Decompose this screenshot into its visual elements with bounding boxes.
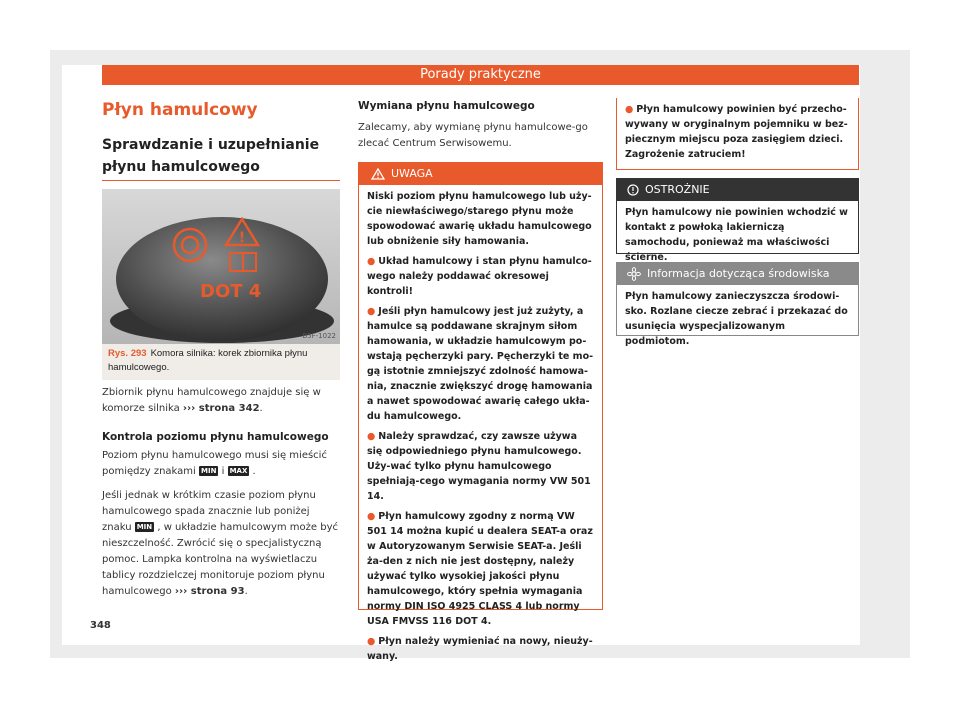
brake-fluid-cap-illustration: [102, 189, 340, 344]
section-header: Porady praktyczne: [102, 65, 859, 85]
warning-bullet: ● Płyn należy wymieniać na nowy, nieuży-wany.: [367, 636, 593, 662]
warning-triangle-icon: [371, 168, 385, 180]
caution-box: [616, 178, 859, 263]
caption-text: Komora silnika: korek zbiornika płynu hamulcowego.: [108, 348, 308, 373]
caption-figure-number: Rys. 293: [108, 348, 147, 359]
svg-text:!: !: [238, 230, 246, 246]
environment-title: Informacja dotycząca środowiska: [647, 267, 830, 280]
section-subtitle: Sprawdzanie i uzupełnianie płynu hamulcowego: [102, 137, 320, 175]
environment-flower-icon: [627, 267, 641, 281]
warning-intro: Niski poziom płynu hamulcowego lub uży-cie niewłaściwego/starego płynu może spowodować awarię układu hamulcowego lub obniżenie siły hamowania.: [367, 191, 592, 247]
page-title: Płyn hamulcowy: [102, 100, 258, 120]
figure-caption: [102, 344, 340, 380]
warning-title: UWAGA: [391, 167, 433, 180]
warning-header: [359, 163, 602, 185]
environment-header: [617, 263, 858, 285]
caution-header: [617, 179, 858, 201]
page-number: 348: [90, 620, 111, 631]
warning-box: [358, 162, 603, 662]
reservoir-location-text: Zbiornik płynu hamulcowego znajduje się w komorze silnika ››› strona 342.: [102, 387, 321, 414]
brake-fluid-cap-figure: [102, 189, 340, 344]
warning-body: [359, 185, 602, 673]
level-drop-text: Jeśli jednak w krótkim czasie poziom płynu hamulcowego spada znacznie lub poniżej znaku MIN , w układzie hamulcowym może być nieszczelność. Zwrócić się o specjalistyczną pomoc. Lampka kontrolna na wyświetlaczu tablicy rozdzielczej monitoruje poziom płynu hamulcowego ››› strona 93.: [102, 490, 339, 597]
title-rule: [102, 180, 340, 181]
figure-id: B5F-1022: [302, 332, 336, 340]
warning-continuation-box: ● Płyn hamulcowy powinien być przecho-wywany w oryginalnym pojemniku w bez-piecznym miejscu poza zasięgiem dzieci. Zagrożenie zatruciem!: [616, 98, 859, 170]
page-link-93[interactable]: ››› strona 93: [174, 586, 245, 597]
warning-bullet: ● Płyn hamulcowy zgodny z normą VW 501 14 można kupić u dealera SEAT-a oraz w Autoryzowanym Serwisie SEAT-a. Jeśli ża-den z nich nie jest dostępny, należy używać tylko wysokiej jakości płynu hamulcowego, który spełnia wymagania normy DIN ISO 4925 CLASS 4 lub normy USA FMVSS 116 DOT 4.: [367, 511, 593, 627]
warning-bullet: ● Należy sprawdzać, czy zawsze używa się odpowiedniego płynu hamulcowego. Uży-wać tylko płynu hamulcowego spełniają-cego wymagania normy VW 501 14.: [367, 431, 591, 502]
caution-text: Płyn hamulcowy nie powinien wchodzić w kontakt z powłoką lakierniczą samochodu, ponieważ ma właściwości ścierne.: [625, 207, 848, 263]
level-range-text: Poziom płynu hamulcowego musi się mieścić pomiędzy znakami MIN i MAX .: [102, 450, 327, 477]
environment-box: [616, 262, 859, 347]
warning-bullet: ● Jeśli płyn hamulcowy jest już zużyty, a hamulce są poddawane skrajnym siłom hamowania, w układzie hamulcowym po-wstają pęcherzyki pary. Pęcherzyki te mo-gą istotnie zmniejszyć zdolność hamowa-nia, znacznie zwiększyć drogę hamowania a nawet spowodować awarię całego ukła-du hamulcowego.: [367, 306, 594, 422]
min-mark-badge: MIN: [201, 467, 217, 475]
replacement-text: Zalecamy, aby wymianę płynu hamulcowe-go zlecać Centrum Serwisowemu.: [358, 122, 588, 149]
info-circle-icon: [627, 184, 639, 196]
max-mark-badge: MAX: [229, 467, 248, 475]
min-mark-badge: MIN: [136, 523, 153, 531]
level-check-heading: Kontrola poziomu płynu hamulcowego: [102, 431, 329, 443]
page-link-342[interactable]: ››› strona 342: [182, 403, 260, 414]
warning-bullet-storage: Płyn hamulcowy powinien być przecho-wywany w oryginalnym pojemniku w bez-piecznym miejscu poza zasięgiem dzieci. Zagrożenie zatruciem!: [625, 104, 848, 160]
environment-text: Płyn hamulcowy zanieczyszcza środowi-sko. Rozlane ciecze zebrać i przekazać do usunięcia wyspecjalizowanym podmiotom.: [625, 291, 848, 347]
replacement-heading: Wymiana płynu hamulcowego: [358, 100, 535, 112]
dot4-label: DOT 4: [200, 281, 262, 302]
caution-title: OSTROŻNIE: [645, 183, 710, 196]
warning-bullet: ● Układ hamulcowy i stan płynu hamulco-wego należy poddawać okresowej kontroli!: [367, 256, 592, 297]
